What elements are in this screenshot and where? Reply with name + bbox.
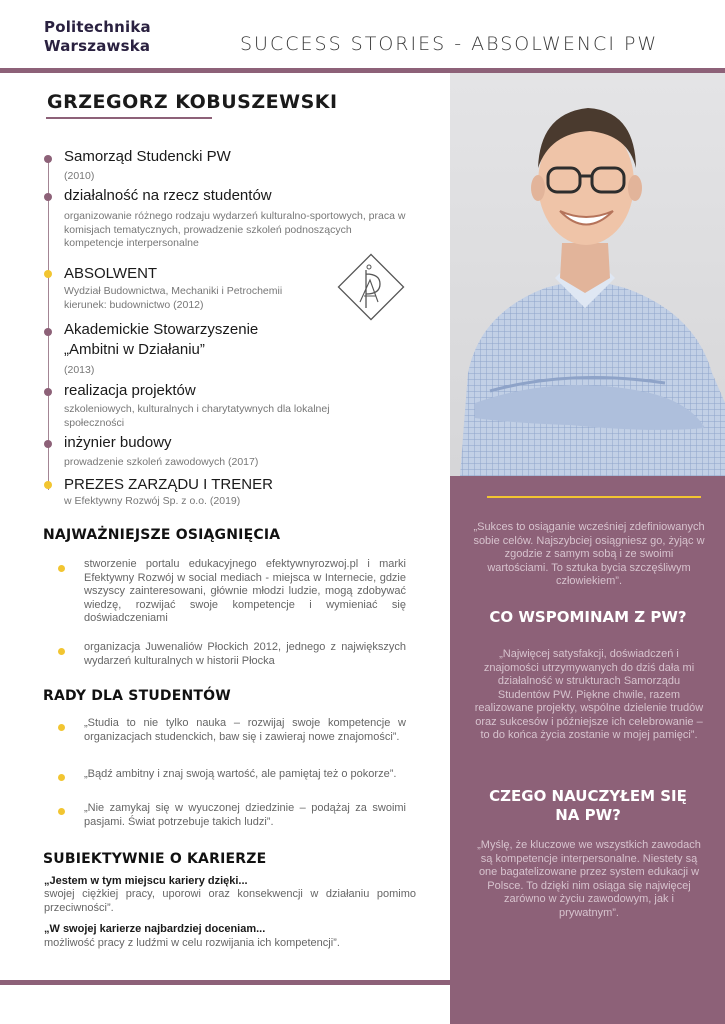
timeline-title: PREZES ZARZĄDU I TRENER — [64, 476, 273, 493]
page-header-title: SUCCESS STORIES - ABSOLWENCI PW — [240, 33, 659, 55]
timeline-dot — [44, 328, 52, 336]
achievements-heading: NAJWAŻNIEJSZE OSIĄGNIĘCIA — [43, 527, 281, 543]
bullet-dot — [58, 724, 65, 731]
advice-item: „Nie zamykaj się w wyuczonej dziedzinie – podążaj za swoimi pasjami. Świat potrzebuje takich ludzi”. — [84, 802, 406, 828]
timeline-sub: szkoleniowych, kulturalnych i charytatywnych dla lokalnej społeczności — [64, 403, 330, 429]
career-heading: SUBIEKTYWNIE O KARIERZE — [43, 851, 267, 867]
portrait-illustration — [450, 73, 725, 476]
timeline-title: inżynier budowy — [64, 434, 172, 451]
timeline-sub: Wydział Budownictwa, Mechaniki i Petrochemii kierunek: budownictwo (2012) — [64, 285, 283, 311]
bullet-dot — [58, 565, 65, 572]
bullet-dot — [58, 808, 65, 815]
panel-accent-line — [487, 496, 701, 498]
panel-quote-lessons: „Myślę, że kluczowe we wszystkich zawodach są kompetencje interpersonalne. Niestety są one bagatelizowane przez system edukacji w Polsce. To dzięki nim osiąga się najwięcej zarówno w życiu zawodowym, jak i prywatnym”. — [477, 839, 701, 919]
timeline-sub: (2010) — [64, 170, 95, 182]
advice-heading: RADY DLA STUDENTÓW — [43, 688, 231, 704]
career-answer-1: swojej ciężkiej pracy, uporowi oraz konsekwencji w działaniu pomimo przeciwności”. — [44, 888, 416, 914]
advice-item: „Bądź ambitny i znaj swoją wartość, ale pamiętaj też o pokorze”. — [84, 768, 397, 780]
timeline-dot — [44, 388, 52, 396]
timeline-dot — [44, 481, 52, 489]
bottom-divider — [0, 980, 450, 985]
timeline-dot — [44, 193, 52, 201]
timeline-title: działalność na rzecz studentów — [64, 187, 272, 204]
person-name: GRZEGORZ KOBUSZEWSKI — [47, 91, 338, 113]
panel-quote-success: „Sukces to osiąganie wcześniej zdefiniowanych sobie celów. Najszybciej osiągniesz go, żyjąc w zgodzie z samym sobą i ze swoimi wartościami. To sztuka bycia szczęśliwym człowiekiem”. — [473, 521, 705, 587]
panel-heading-lessons-1: CZEGO NAUCZYŁEM SIĘ — [489, 787, 687, 805]
timeline-title-line2: „Ambitni w Działaniu” — [64, 341, 205, 358]
advice-item: „Studia to nie tylko nauka – rozwijaj swoje kompetencje w organizacjach studenckich, baw się i zawieraj nowe znajomości”. — [84, 717, 406, 743]
name-underline — [46, 117, 212, 119]
achievement-item: stworzenie portalu edukacyjnego efektywnyrozwoj.pl i marki Efektywny Rozwój w social mediach - miejsca w Internecie, gdzie wszyscy zainteresowani, głównie młodzi ludzie, mogą zdobywać wiedzę, rozwijać swoje kompetencje i wymieniać się doświadczeniami — [84, 558, 406, 624]
timeline-sub: prowadzenie szkoleń zawodowych (2017) — [64, 456, 259, 468]
career-question-1: „Jestem w tym miejscu kariery dzięki... — [44, 875, 248, 887]
pw-emblem — [336, 252, 406, 322]
timeline-sub: (2013) — [64, 364, 95, 376]
diamond-emblem-icon — [336, 252, 406, 322]
career-question-2: „W swojej karierze najbardziej doceniam... — [44, 923, 266, 935]
timeline-dot — [44, 440, 52, 448]
timeline-title: ABSOLWENT — [64, 265, 158, 282]
timeline-title: realizacja projektów — [64, 382, 196, 399]
university-logo — [44, 18, 151, 56]
timeline-dot — [44, 155, 52, 163]
timeline-title: Samorząd Studencki PW — [64, 148, 231, 165]
panel-heading-memories: CO WSPOMINAM Z PW? — [489, 608, 687, 626]
achievement-item: organizacja Juwenaliów Płockich 2012, jednego z największych wydarzeń kulturalnych w historii Płocka — [84, 641, 406, 667]
panel-heading-lessons-2: NA PW? — [555, 806, 621, 824]
timeline-dot — [44, 270, 52, 278]
timeline-sub: organizowanie różnego rodzaju wydarzeń kulturalno-sportowych, praca w komisjach tematycznych, prowadzenie szkoleń podnoszących kompetencje interpersonalne — [64, 210, 406, 249]
panel-quote-memories: „Najwięcej satysfakcji, doświadczeń i znajomości utrzymywanych do dziś dała mi działalność w strukturach Samorządu Studentów PW. Piękne chwile, razem realizowane projekty, wspólne dzielenie trudów oraz sukcesów i późniejsze ich celebrowanie – to do końca życia zostanie w mojej pamięci”. — [474, 648, 704, 741]
logo-line-1: Politechnika — [44, 18, 151, 36]
portrait-photo — [450, 73, 725, 476]
bullet-dot — [58, 648, 65, 655]
timeline-title: Akademickie Stowarzyszenie — [64, 321, 259, 338]
bullet-dot — [58, 774, 65, 781]
timeline-sub: w Efektywny Rozwój Sp. z o.o. (2019) — [64, 495, 241, 507]
logo-line-2: Warszawska — [44, 37, 151, 55]
career-answer-2: możliwość pracy z ludźmi w celu rozwijania ich kompetencji”. — [44, 937, 340, 949]
